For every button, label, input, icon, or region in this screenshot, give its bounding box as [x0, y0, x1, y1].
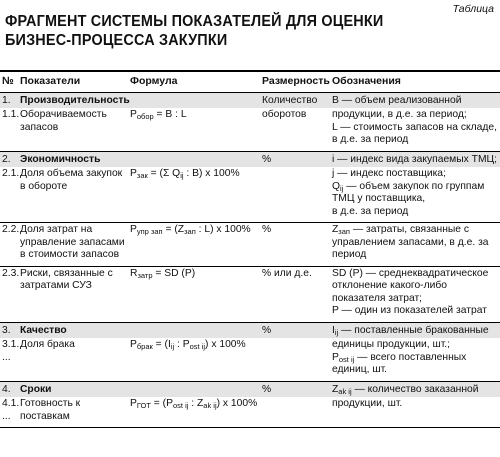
- table-row-2-1: [0, 167, 500, 223]
- row-num: 4.: [0, 381, 18, 397]
- formula: $P_{упр зап} = (Z_{зап}$ : L) x 100%: [128, 223, 260, 267]
- row-legend: B — объем реализованной: [330, 92, 500, 108]
- header-legend: Обозначения: [330, 71, 500, 92]
- row-unit: [260, 397, 330, 428]
- row-legend: продукции, в д.е. за период; L — стоимость запасов на складе, в д.е. за период: [332, 109, 497, 145]
- section-row-terms: [0, 381, 500, 397]
- row-unit: оборотов: [262, 109, 307, 120]
- formula: $R_{затр}$ = SD (P): [128, 266, 260, 322]
- section-name: Производительность: [18, 92, 260, 108]
- header-indicator: Показатели: [18, 71, 128, 92]
- formula: $P_{ГОТ} = (P_{ost ij}$ : $Z_{ak ij}$) x 100%: [128, 397, 260, 428]
- row-unit: Количество: [260, 92, 330, 108]
- formula: $P_{зак} = (\Sigma$ $Q_{ij}$ : B) x 100%: [130, 168, 240, 180]
- row-legend: j — индекс поставщика; $Q_{ij}$ — объем закупок по группам ТМЦ у поставщика, в д.е. за период: [332, 168, 485, 217]
- header-num: №: [0, 71, 18, 92]
- row-num: 2.2.: [0, 223, 18, 267]
- table-caption: Таблица: [452, 3, 494, 15]
- row-num: 3.: [0, 322, 18, 338]
- formula: $P_{брак} = (I_{ij}$ : $P_{ost ij}$) x 100%: [130, 339, 246, 351]
- section-name: Сроки: [18, 381, 260, 397]
- header-unit: Размерность: [260, 71, 330, 92]
- row-unit: %: [260, 381, 330, 397]
- section-name: Экономичность: [18, 151, 260, 167]
- row-num: 1.: [0, 92, 18, 108]
- indicator-name: Доля затрат на управление запасами в стоимости запасов: [18, 223, 128, 267]
- indicator-name: Доля брака: [20, 339, 75, 350]
- formula: $P_{обор} = B$ : L: [130, 109, 187, 121]
- page-title: ФРАГМЕНТ СИСТЕМЫ ПОКАЗАТЕЛЕЙ ДЛЯ ОЦЕНКИ БИЗНЕС-ПРОЦЕССА ЗАКУПКИ: [5, 13, 384, 49]
- table-row-1-1: [0, 108, 500, 151]
- header-formula: Формула: [128, 71, 260, 92]
- indicator-name: Оборачиваемость запасов: [20, 109, 107, 133]
- row-unit: %: [260, 223, 330, 267]
- row-legend: $I_{ij}$ — поставленные бракованные: [330, 322, 500, 338]
- section-row-productivity: [0, 92, 500, 108]
- row-legend: продукции, шт.: [330, 397, 500, 428]
- table-row-4-1: [0, 397, 500, 428]
- row-num: 4.1. ...: [0, 397, 18, 428]
- indicator-name: Риски, связанные с затратами СУЗ: [18, 266, 128, 322]
- row-legend: SD (P) — среднеквадратическое отклонение какого-либо показателя затрат; P — один из показателей затрат: [330, 266, 500, 322]
- row-unit: [260, 338, 330, 381]
- table-row-3-1: [0, 338, 500, 381]
- indicators-table: [0, 70, 500, 428]
- table-header-row: [0, 71, 500, 92]
- row-num: 2.: [0, 151, 18, 167]
- section-name: Качество: [18, 322, 260, 338]
- indicator-name: Доля объема закупок в обороте: [20, 168, 123, 192]
- row-num: 2.3.: [0, 266, 18, 322]
- table-row-2-3: [0, 266, 500, 322]
- section-row-quality: [0, 322, 500, 338]
- row-num: 3.1. ...: [2, 339, 20, 363]
- row-legend: $Z_{ak ij}$ — количество заказанной: [330, 381, 500, 397]
- section-row-economy: [0, 151, 500, 167]
- row-unit: % или д.е.: [260, 266, 330, 322]
- row-unit: [260, 167, 330, 223]
- row-unit: %: [260, 151, 330, 167]
- indicator-name: Готовность к поставкам: [18, 397, 128, 428]
- row-unit: %: [260, 322, 330, 338]
- row-legend: единицы продукции, шт.; $P_{ost ij}$ — всего поставленных единиц, шт.: [332, 339, 467, 375]
- row-legend: i — индекс вида закупаемых ТМЦ;: [330, 151, 500, 167]
- table-row-2-2: [0, 223, 500, 267]
- row-num: 1.1.: [2, 109, 20, 120]
- row-num: 2.1.: [2, 168, 20, 179]
- row-legend: $Z_{зап}$ — затраты, связанные с управлением запасами, в д.е. за период: [330, 223, 500, 267]
